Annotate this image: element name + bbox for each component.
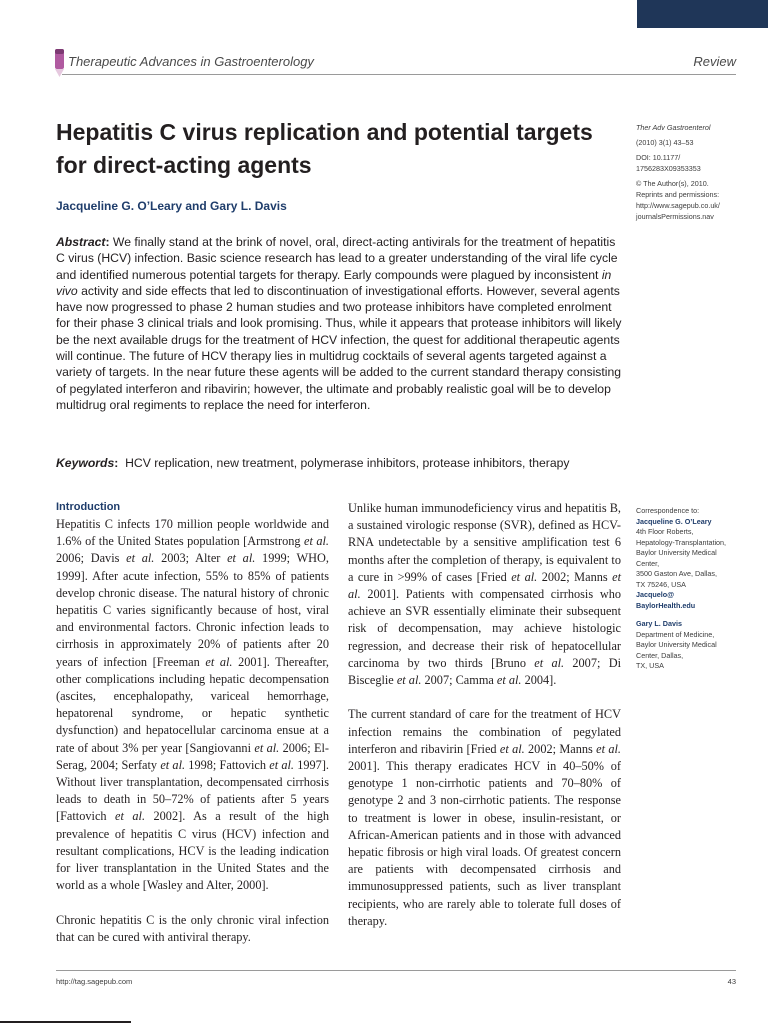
text-run: 1998; Fattovich (185, 757, 270, 772)
abstract-label: Abstract (56, 235, 106, 249)
correspondence-label: Correspondence to: (636, 506, 700, 515)
correspondence-name-2: Gary L. Davis (636, 619, 682, 628)
citation-etal: et al. (205, 654, 233, 669)
article-type: Review (693, 54, 736, 69)
copyright: © The Author(s), 2010. (636, 179, 709, 188)
citation-etal: et al. (254, 740, 280, 755)
journal-name: Therapeutic Advances in Gastroenterology (68, 54, 314, 69)
paragraph (56, 516, 329, 894)
body-column-2 (348, 500, 621, 947)
citation-etal: et al. (534, 655, 565, 670)
text-run: 2002]. As a result of the high prevalence of hepatitis C virus (HCV) infection and resultant complications, HCV is the leading indication for liver transplantation in the United States and the world as a whole [Wasley and Alter, 2000]. (56, 809, 330, 893)
citation-etal: et al. (596, 741, 621, 756)
corner-color-block (637, 0, 768, 28)
citation-etal: et al. (304, 534, 330, 549)
reprints-line-2: http://www.sagepub.co.uk/ (636, 201, 720, 210)
text-run: 2001]. Thereafter, other complications including hepatic decompensation (ascites, encephalopathy, variceal hemorrhage, hepatorenal syndrome, or hepatic synthetic dysfunction) and hepatocellular carcinoma ensue at a rate of about 3% per year [Sangiovanni (56, 654, 329, 755)
article-meta (636, 122, 748, 222)
paragraph: Chronic hepatitis C is the only chronic viral infection that can be cured with antiviral therapy. (56, 912, 329, 944)
text-run: 1997]. Without liver transplantation, decompensated cirrhosis leads to death in 50–72% of patients after 5 years [Fattovich (56, 757, 329, 824)
doi-label: DOI: 10.1177/ (636, 153, 681, 162)
paragraph (348, 500, 621, 689)
article-title: Hepatitis C virus replication and potential targets for direct-acting agents (56, 119, 593, 178)
text-run: 2003; Alter (154, 551, 228, 566)
volume-info: (2010) 3(1) 43–53 (636, 138, 694, 147)
citation-etal: et al. (396, 673, 422, 688)
citation-etal: et al. (499, 741, 525, 756)
text-run: 2006; El-Serag, 2004; Serfaty (56, 740, 330, 772)
abstract: Abstract: We finally stand at the brink of novel, oral, direct-acting antivirals for the treatment of hepatitis C virus (HCV) infection. Basic science research has lead to a greater understanding of the viral life cycle and identified numerous potential targets for therapy. Early compounds were plagued by inconsistent in vivo activity and side effects that led to discontinuation of investigational efforts. However, several agents have now progressed to phase 2 human studies and two protease inhibitors have completed enrolment for their phase 3 clinical trials and look promising. Thus, while it appears that protease inhibitors will likely be the next available drugs for the treatment of HCV infection, the quest for additional therapeutic agents will continue. The future of HCV therapy lies in multidrug cocktails of several agents targeted against a variety of targets. In the near future these agents will be added to the current standard therapy consisting of pegylated interferon and ribavirin; however, the ultimate and probably realistic goal will be to develop multidrug oral regiments to replace the need for interferon. (56, 235, 622, 412)
reprints-line-3: journalsPermissions.nav (636, 212, 714, 221)
email-link[interactable]: Jacquelo@ (636, 590, 675, 599)
correspondence-name-1: Jacqueline G. O’Leary (636, 516, 712, 526)
citation-etal: et al. (496, 673, 522, 688)
bottom-rule (0, 1021, 131, 1023)
correspondence: Correspondence to: Jacqueline G. O’Leary 4th Floor Roberts, Hepatology-Transplantation, Baylor University Medical Center, 3500 Gaston Ave, Dallas, TX 75246, USA Jacquelo@ BaylorHealth.edu Gary L. Davis Department of Medicine, Baylor University Medical Center, Dallas, TX, USA (636, 506, 748, 672)
text-run: 2007; Di Bisceglie (348, 655, 621, 688)
header-rule (62, 74, 736, 75)
text-run: 2007; Camma (421, 673, 497, 688)
text-run: 1999; WHO, 1999]. After acute infection, 55% to 85% of patients develop chronic disease. The natural history of chronic hepatitis C varies significantly because of host, viral and environmental factors. Chronic infection leads to cirrhosis in approximately 20% of patients after 20 years of infection [Freeman (56, 551, 329, 669)
keywords-text: HCV replication, new treatment, polymerase inhibitors, protease inhibitors, therapy (125, 456, 570, 470)
reprints-line-1: Reprints and permissions: (636, 190, 720, 199)
section-heading-introduction: Introduction (56, 501, 121, 513)
journal-abbreviation: Ther Adv Gastroenterol (636, 123, 711, 132)
text-run: Unlike human immunodeficiency virus and hepatitis B, a sustained virologic response (SVR), defined as HCV-RNA undetectable by a sensitive amplification test 6 months after the completion of therapy, is equivalent to a cure in >99% of cases [Fried (348, 501, 621, 584)
citation-etal: et al. (269, 757, 294, 772)
text-run: 2002; Manns (524, 741, 597, 756)
email-link[interactable]: BaylorHealth.edu (636, 600, 696, 610)
doi-suffix: 1756283X09353353 (636, 164, 701, 173)
text-run: 2001]. Patients with compensated cirrhosis who achieve an SVR essentially eliminate their subsequent risk of decompensation, may achieve histologic regression, and decrease their risk of hepatocellular carcinoma by two thirds [Bruno (348, 587, 621, 670)
text-run: 2002; Manns (537, 569, 613, 584)
text-run: 2006; Davis (56, 551, 127, 566)
citation-etal: et al. (115, 809, 146, 824)
keywords: Keywords: HCV replication, new treatment, polymerase inhibitors, protease inhibitors, therapy (56, 456, 570, 470)
citation-etal: et al. (511, 569, 538, 584)
paragraph (348, 706, 621, 930)
text-run: 2004]. (521, 673, 557, 688)
text-run: Hepatitis C infects 170 million people worldwide and 1.6% of the United States population [Armstrong (56, 517, 329, 549)
footer-rule (56, 970, 736, 971)
citation-etal: et al. (126, 551, 155, 566)
article-authors: Jacqueline G. O’Leary and Gary L. Davis (56, 199, 287, 213)
keywords-label: Keywords (56, 456, 115, 470)
text-run: 2001]. This therapy eradicates HCV in 40–50% of genotype 1 non-cirrhotic patients and 70–80% of genotype 2 and 3 non-cirrhotic patients. The response to treatment is lower in obese, insulin-resistant, or African-American patients and in those with advanced hepatic fibrosis or high viral loads. Of greatest concern are patients with decompensated cirrhosis and immunosuppressed patients, such as liver transplant recipients, who are rarely able to tolerate full doses of therapy. (348, 759, 621, 928)
text-run: The current standard of care for the treatment of HCV infection remains the combination of pegylated interferon and ribavirin [Fried (348, 707, 621, 756)
citation-etal: et al. (348, 569, 621, 602)
citation-etal: et al. (227, 551, 256, 566)
abstract-text: We finally stand at the brink of novel, oral, direct-acting antivirals for the treatment of hepatitis C virus (HCV) infection. Basic science research has lead to a greater understanding of the viral life cycle and identified numerous potential targets for therapy. Early compounds were plagued by inconsistent (56, 235, 618, 282)
page-number: 43 (727, 977, 736, 986)
body-column-1 (56, 516, 329, 963)
citation-etal: et al. (160, 757, 186, 772)
footer-url[interactable]: http://tag.sagepub.com (56, 977, 133, 986)
